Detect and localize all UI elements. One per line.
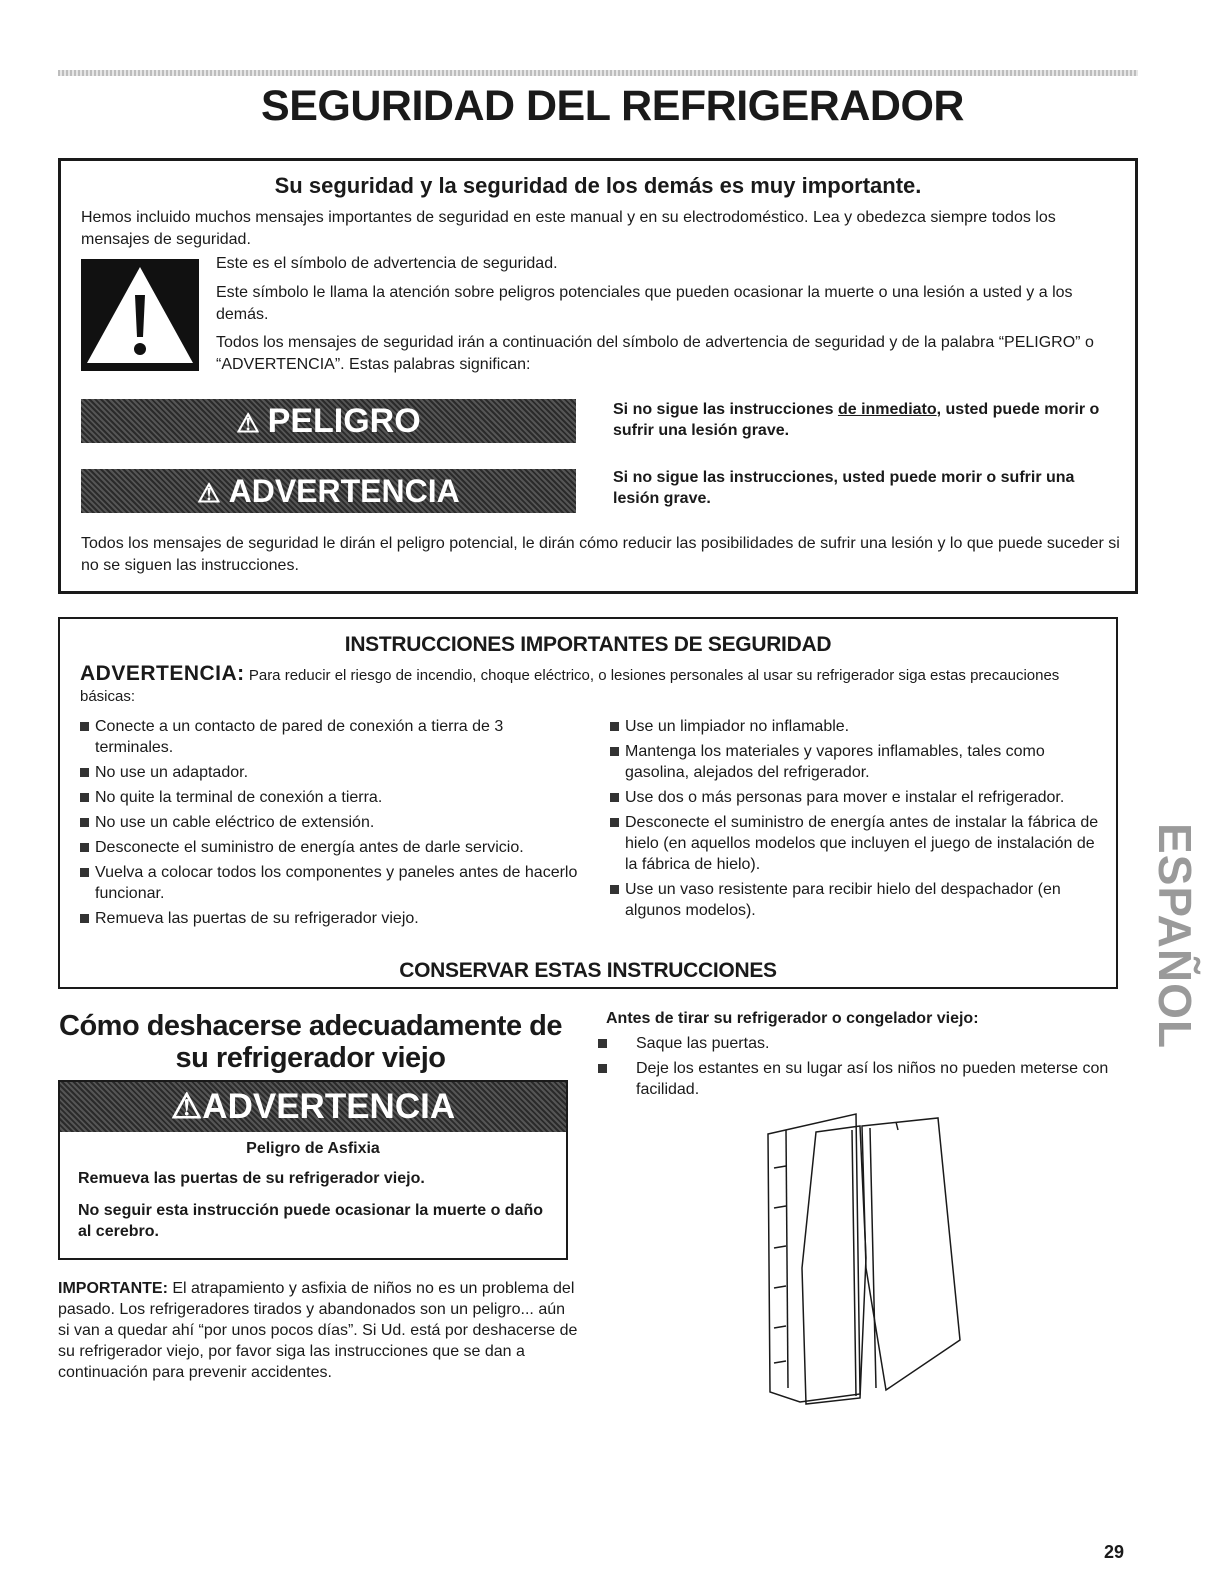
warning-triangle-icon: ⚠	[170, 1087, 203, 1126]
refrigerator-illustration	[756, 1108, 966, 1408]
instructions-heading: INSTRUCCIONES IMPORTANTES DE SEGURIDAD	[344, 633, 832, 656]
list-item: No use un cable eléctrico de extensión.	[80, 812, 580, 833]
important-label: IMPORTANTE:	[58, 1280, 168, 1297]
danger-banner	[81, 399, 576, 443]
warning-triangle-icon: ⚠	[197, 478, 221, 508]
before-disposal-title: Antes de tirar su refrigerador o congelador viejo:	[606, 1010, 979, 1027]
disposal-warning-label: ADVERTENCIA	[202, 1087, 456, 1126]
hazard-line-1: Remueva las puertas de su refrigerador viejo.	[78, 1170, 425, 1187]
important-instructions-box	[58, 617, 1118, 989]
list-item: Use un limpiador no inflamable.	[610, 716, 1110, 737]
instructions-list-left	[80, 716, 580, 933]
warning-triangle-icon: ⚠	[236, 408, 260, 438]
disposal-warning-banner	[60, 1082, 566, 1132]
warning-label: ADVERTENCIA:	[80, 662, 245, 685]
instructions-list-right	[610, 716, 1110, 925]
list-item: Saque las puertas.	[594, 1033, 1124, 1054]
danger-banner-label: PELIGRO	[267, 402, 421, 440]
hazard-title: Peligro de Asfixia	[246, 1140, 380, 1157]
important-paragraph	[58, 1278, 578, 1383]
list-item: Desconecte el suministro de energía antes de darle servicio.	[80, 837, 580, 858]
list-item: Use dos o más personas para mover e instalar el refrigerador.	[610, 787, 1110, 808]
list-item: Conecte a un contacto de pared de conexión a tierra de 3 terminales.	[80, 716, 580, 758]
list-item: No use un adaptador.	[80, 762, 580, 783]
symbol-line-1: Este es el símbolo de advertencia de seguridad.	[216, 255, 558, 272]
safety-closing: Todos los mensajes de seguridad le dirán el peligro potencial, le dirán cómo reducir las posibilidades de sufrir una lesión y lo que puede suceder si no se siguen las instrucciones.	[81, 535, 1120, 574]
warning-banner-label: ADVERTENCIA	[228, 473, 460, 509]
safety-info-box	[58, 158, 1138, 594]
symbol-line-3: Todos los mensajes de seguridad irán a continuación del símbolo de advertencia de seguridad y de la palabra “PELIGRO” o “ADVERTENCIA”. Estas palabras significan:	[216, 334, 1094, 373]
warning-text: Para reducir el riesgo de incendio, choque eléctrico, o lesiones personales al usar su refrigerador siga estas precauciones básicas:	[80, 667, 1060, 705]
language-label: ESPAÑOL	[1149, 823, 1202, 1049]
instructions-footer: CONSERVAR ESTAS INSTRUCCIONES	[399, 959, 777, 982]
list-item: Desconecte el suministro de energía antes de instalar la fábrica de hielo (en aquellos modelos que incluyen el juego de instalación de la fábrica de hielo).	[610, 812, 1110, 875]
list-item: Deje los estantes en su lugar así los niños no pueden meterse con facilidad.	[594, 1058, 1124, 1100]
language-side-tab	[1149, 822, 1202, 1050]
danger-note	[613, 399, 1113, 441]
list-item: Mantenga los materiales y vapores inflamables, tales como gasolina, alejados del refrigerador.	[610, 741, 1110, 783]
page-number: 29	[1103, 1542, 1124, 1562]
list-item: Vuelva a colocar todos los componentes y paneles antes de hacerlo funcionar.	[80, 862, 580, 904]
warning-banner	[81, 469, 576, 513]
list-item: Remueva las puertas de su refrigerador viejo.	[80, 908, 580, 929]
instructions-warning	[80, 663, 1110, 707]
danger-note-emphasis: de inmediato	[837, 401, 937, 418]
danger-note-text: Si no sigue las instrucciones	[613, 401, 838, 418]
warning-note: Si no sigue las instrucciones, usted puede morir o sufrir una lesión grave.	[613, 469, 1075, 507]
disposal-warning-box	[58, 1080, 568, 1260]
symbol-line-2: Este símbolo le llama la atención sobre peligros potenciales que pueden ocasionar la muerte o una lesión a usted y a los demás.	[216, 284, 1073, 323]
top-rule	[58, 70, 1138, 76]
safety-intro: Hemos incluido muchos mensajes importantes de seguridad en este manual y en su electrodoméstico. Lea y obedezca siempre todos los mensajes de seguridad.	[81, 209, 1056, 248]
disposal-title: Cómo deshacerse adecuadamente de su refrigerador viejo	[59, 1010, 562, 1074]
before-disposal-list	[594, 1033, 1124, 1104]
page-title: SEGURIDAD DEL REFRIGERADOR	[261, 82, 964, 130]
warning-triangle-icon	[81, 259, 199, 371]
list-item: No quite la terminal de conexión a tierra.	[80, 787, 580, 808]
important-text: El atrapamiento y asfixia de niños no es un problema del pasado. Los refrigeradores tirados y abandonados son un peligro... aún si van a quedar ahí “por unos pocos días”. Si Ud. está por deshacerse de su refrigerador viejo, por favor siga las instrucciones que se dan a continuación para prevenir accidentes.	[58, 1280, 578, 1381]
danger-note-text-end: , usted puede morir o sufrir una lesión grave.	[613, 401, 1100, 439]
list-item: Use un vaso resistente para recibir hielo del despachador (en algunos modelos).	[610, 879, 1110, 921]
hazard-line-2: No seguir esta instrucción puede ocasionar la muerte o daño al cerebro.	[78, 1202, 543, 1240]
safety-heading: Su seguridad y la seguridad de los demás es muy importante.	[274, 173, 922, 198]
